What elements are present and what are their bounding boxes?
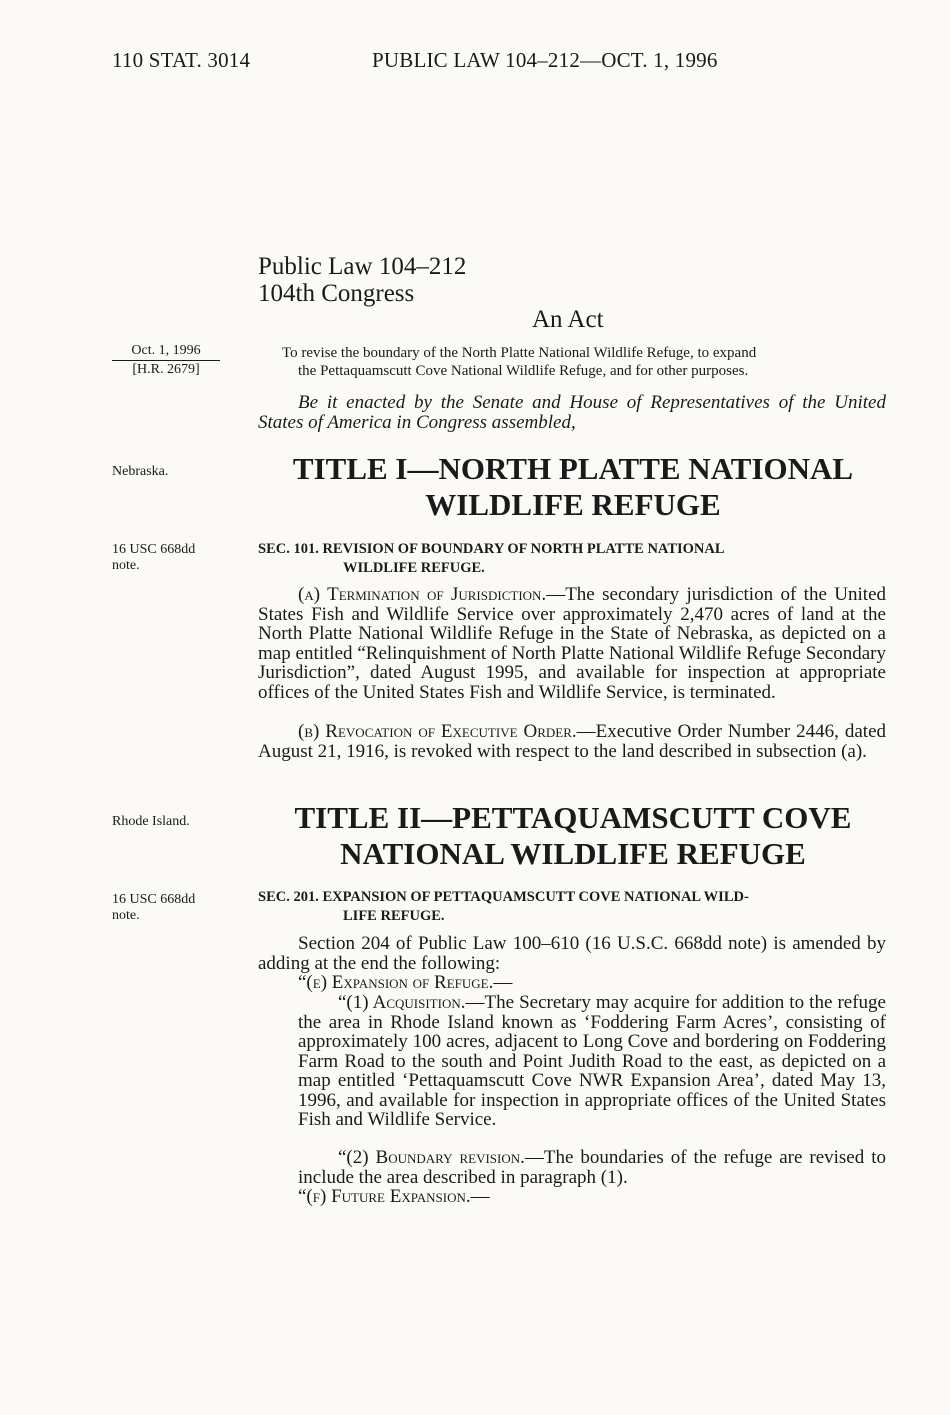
sec-201-heading-line2: LIFE REFUGE. [343,908,445,924]
margin-usc-2-line1: 16 USC 668dd [112,892,196,907]
sec-201-e-dash: — [493,972,513,993]
sec-201-p1-label: “(1) Acquisition. [338,992,466,1013]
sec-101-b-text: —Executive Order Number 2446, dated August 21, 1916, is revoked with respect to the land described in subsection (a). [258,721,886,762]
sec-201-subsection-e [298,973,886,993]
margin-date: Oct. 1, 1996 [112,343,220,361]
margin-nebraska: Nebraska. [112,464,169,479]
sec-201-p1-text: —The Secretary may acquire for addition to the refuge the area in Rhode Island known as ‘Foddering Farm Acres’, consisting of approximately 100 acres, adjacent to Long Cove and bordering on Foddering Farm Road to the south and Point Judith Road to the east, as depicted on a map entitled ‘Pettaquamscutt Cove NWR Expansion Area’, dated May 13, 1996, and available for inspection in appropriate offices of the United States Fish and Wildlife Service. [298,992,886,1130]
purpose-line-2: the Pettaquamscutt Cove National Wildlife Refuge, and for other purposes. [298,363,749,379]
sec-101-subsection-b [258,722,886,761]
sec-201-intro: Section 204 of Public Law 100–610 (16 U.S.C. 668dd note) is amended by adding at the end the following: [258,933,886,974]
page-law-header: PUBLIC LAW 104–212—OCT. 1, 1996 [372,48,718,72]
margin-usc-citation-2 [112,892,195,924]
enacting-clause: Be it enacted by the Senate and House of Representatives of the United States of America in Congress assembled, [258,392,886,433]
sec-201-e-label: “(e) Expansion of Refuge. [298,972,494,993]
public-law-number: Public Law 104–212 [258,253,467,280]
sec-101-heading-line2: WILDLIFE REFUGE. [343,560,485,576]
title-2-line1: TITLE II—PETTAQUAMSCUTT COVE [294,800,852,835]
sec-101-heading [258,540,888,578]
congress-label: 104th Congress [258,280,415,307]
sec-101-b-label: (b) Revocation of Executive Order. [298,721,577,742]
margin-usc-1-line2: note. [112,558,140,573]
sec-201-f-label: “(f) Future Expansion. [298,1186,471,1207]
title-2-line2: NATIONAL WILDLIFE REFUGE [340,836,806,871]
sec-201-heading-line1: SEC. 201. EXPANSION OF PETTAQUAMSCUTT COVE NATIONAL WILD- [258,889,749,905]
sec-101-a-label: (a) Termination of Jurisdiction. [298,584,547,605]
margin-rhode-island: Rhode Island. [112,814,190,829]
purpose-line-1: To revise the boundary of the North Platte National Wildlife Refuge, to expand [282,345,757,361]
title-1-line2: WILDLIFE REFUGE [425,487,721,522]
margin-bill-number: [H.R. 2679] [132,362,200,377]
sec-101-a-text: —The secondary jurisdiction of the United States Fish and Wildlife Service over approximately 2,470 acres of land at the North Platte National Wildlife Refuge in the State of Nebraska, as depicted on a map entitled “Relinquishment of North Platte National Wildlife Refuge Secondary Jurisdiction”, dated August 1995, and available for inspection at appropriate offices of the United States Fish and Wildlife Service, is terminated. [258,584,886,703]
sec-101-subsection-a [258,585,886,702]
title-1-heading [258,451,888,523]
sec-201-p2-label: “(2) Boundary revision. [338,1147,525,1168]
margin-usc-1-line1: 16 USC 668dd [112,542,196,557]
sec-101-heading-line1: SEC. 101. REVISION OF BOUNDARY OF NORTH PLATTE NATIONAL [258,541,725,557]
margin-usc-2-line2: note. [112,908,140,923]
sec-201-heading [258,888,888,926]
sec-201-paragraph-1 [298,993,886,1130]
sec-201-f-dash: — [470,1186,490,1207]
act-label: An Act [532,306,604,333]
title-1-line1: TITLE I—NORTH PLATTE NATIONAL [292,451,854,486]
sec-201-paragraph-2 [298,1148,886,1187]
title-2-heading [258,800,888,872]
sec-201-subsection-f [298,1187,886,1207]
margin-usc-citation-1 [112,542,195,574]
sec-201-p2-text: —The boundaries of the refuge are revised to include the area described in paragraph (1). [298,1147,886,1188]
page-stat-header: 110 STAT. 3014 [112,48,251,72]
